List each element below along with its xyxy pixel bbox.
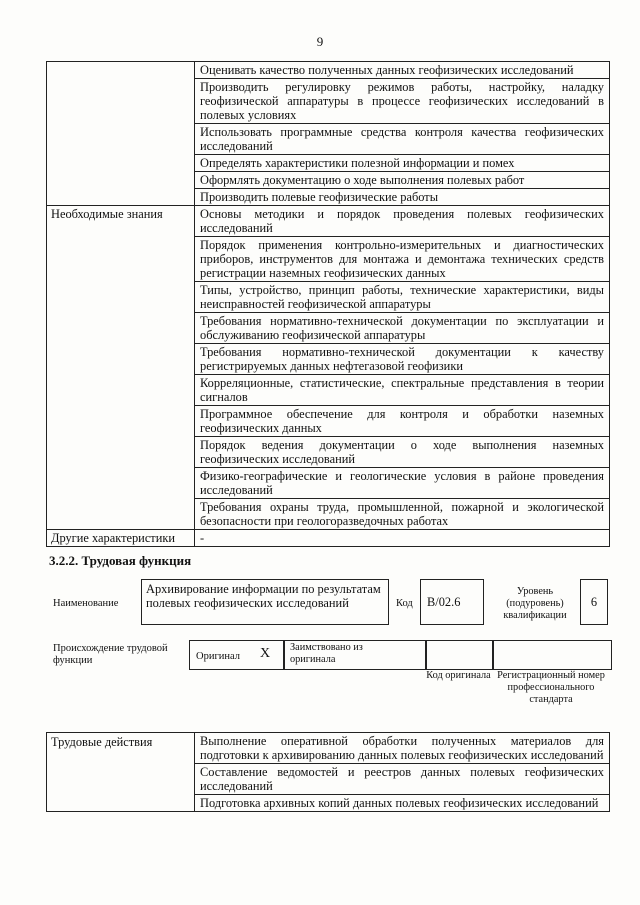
row-text: Физико-географические и геологические условия в районе проведения исследований bbox=[195, 468, 610, 499]
row-label: Другие характеристики bbox=[47, 530, 195, 547]
original-cell bbox=[189, 640, 285, 670]
page-number: 9 bbox=[316, 34, 324, 49]
row-text: - bbox=[195, 530, 610, 547]
row-text: Требования охраны труда, промышленной, пожарной и экологической безопасности при геологоразведочных работах bbox=[195, 499, 610, 530]
row-text: Оформлять документацию о ходе выполнения полевых работ bbox=[195, 172, 610, 189]
row-text: Производить регулировку режимов работы, настройку, наладку геофизической аппаратуры в процессе геофизических исследований в полевых условиях bbox=[195, 79, 610, 124]
table-row bbox=[47, 62, 610, 79]
original-mark: X bbox=[260, 646, 271, 661]
table-row bbox=[47, 733, 610, 764]
level-value: 6 bbox=[580, 579, 608, 625]
labor-actions-table bbox=[46, 732, 610, 812]
row-text: Требования нормативно-технической документации по эксплуатации и обслуживанию геофизической аппаратуры bbox=[195, 313, 610, 344]
section-title: 3.2.2. Трудовая функция bbox=[49, 553, 192, 568]
level-label: Уровень (подуровень) квалификации bbox=[503, 586, 567, 621]
row-text: Требования нормативно-технической документации к качеству регистрируемых данных нефтегазовой геофизики bbox=[195, 344, 610, 375]
row-text: Программное обеспечение для контроля и обработки наземных геофизических данных bbox=[195, 406, 610, 437]
code-original-cell bbox=[425, 640, 494, 670]
name-label: Наименование bbox=[53, 598, 119, 609]
row-text: Оценивать качество полученных данных геофизических исследований bbox=[195, 62, 610, 79]
borrowed-label: Заимствовано из оригинала bbox=[290, 642, 363, 665]
row-text: Определять характеристики полезной информации и помех bbox=[195, 155, 610, 172]
reg-number-caption: Регистрационный номер профессионального стандарта bbox=[497, 670, 605, 705]
reg-number-cell bbox=[492, 640, 612, 670]
row-text: Основы методики и порядок проведения полевых геофизических исследований bbox=[195, 206, 610, 237]
action-text: Составление ведомостей и реестров данных полевых геофизических исследований bbox=[195, 764, 610, 795]
row-text: Корреляционные, статистические, спектральные представления в теории сигналов bbox=[195, 375, 610, 406]
row-text: Использовать программные средства контроля качества геофизических исследований bbox=[195, 124, 610, 155]
action-text: Выполнение оперативной обработки полученных материалов для подготовки к архивированию данных полевых геофизических исследований bbox=[195, 733, 610, 764]
row-text: Производить полевые геофизические работы bbox=[195, 189, 610, 206]
table-row bbox=[47, 206, 610, 237]
row-text: Типы, устройство, принцип работы, технические характеристики, виды неисправностей геофизической аппаратуры bbox=[195, 282, 610, 313]
name-value: Архивирование информации по результатам полевых геофизических исследований bbox=[141, 579, 389, 625]
borrowed-cell bbox=[283, 640, 427, 670]
skills-knowledge-table bbox=[46, 61, 610, 547]
code-original-caption: Код оригинала bbox=[426, 670, 491, 681]
row-text: Порядок применения контрольно-измерительных и диагностических приборов, инструментов для монтажа и демонтажа технических средств регистрации наземных геофизических данных bbox=[195, 237, 610, 282]
row-label: Необходимые знания bbox=[47, 206, 195, 530]
row-text: Порядок ведения документации о ходе выполнения наземных геофизических исследований bbox=[195, 437, 610, 468]
original-label: Оригинал bbox=[196, 651, 240, 662]
labor-actions-label: Трудовые действия bbox=[47, 733, 195, 812]
origin-label: Происхождение трудовой функции bbox=[53, 643, 168, 666]
action-text: Подготовка архивных копий данных полевых геофизических исследований bbox=[195, 795, 610, 812]
code-value: B/02.6 bbox=[420, 579, 484, 625]
table-row bbox=[47, 530, 610, 547]
code-label: Код bbox=[396, 598, 413, 609]
row-label bbox=[47, 62, 195, 206]
